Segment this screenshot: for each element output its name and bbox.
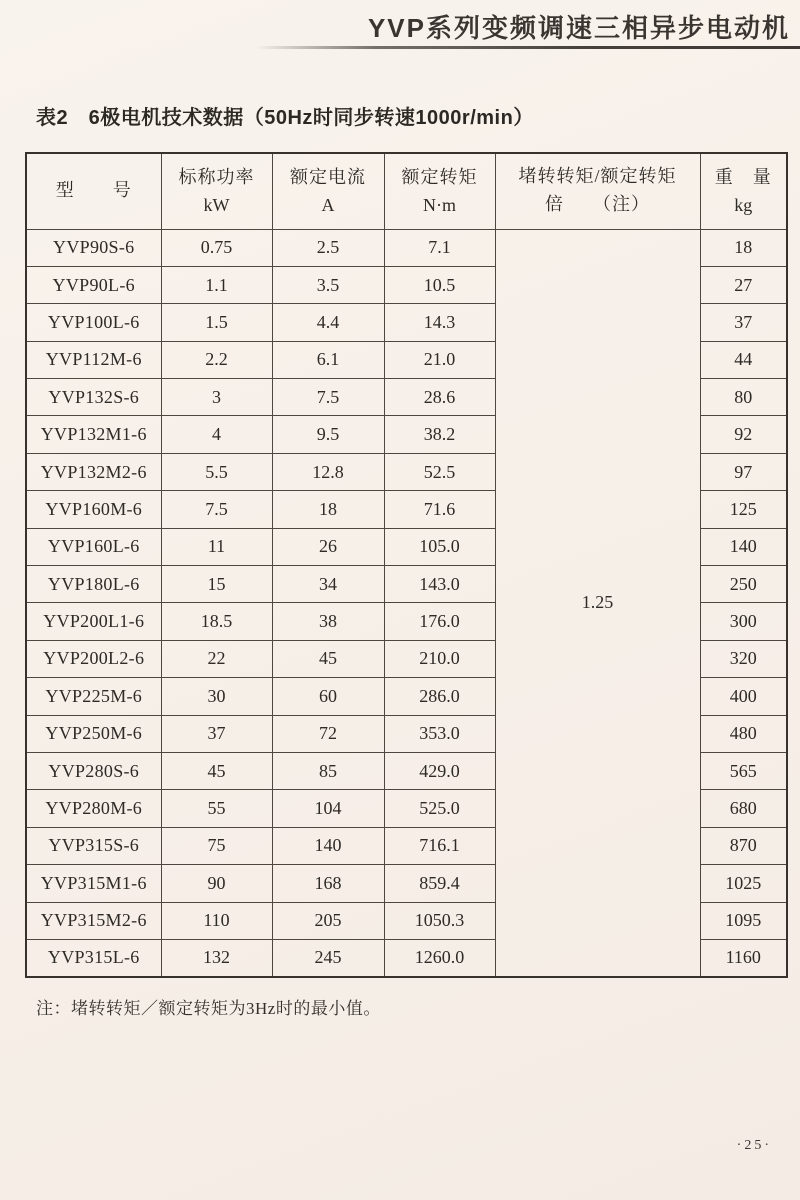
column-header-model [26,153,161,229]
cell-torque-nm: 10.5 [384,266,495,303]
column-header-weight-label: 重 量 [714,167,772,188]
cell-weight-kg: 1095 [700,902,787,939]
cell-model: YVP200L1-6 [26,603,161,640]
cell-torque-nm: 429.0 [384,752,495,789]
cell-current-a: 34 [272,566,384,603]
cell-current-a: 2.5 [272,229,384,266]
cell-current-a: 4.4 [272,304,384,341]
cell-power-kw: 3 [161,379,272,416]
cell-weight-kg: 400 [700,678,787,715]
cell-weight-kg: 37 [700,304,787,341]
cell-weight-kg: 480 [700,715,787,752]
cell-current-a: 18 [272,491,384,528]
cell-weight-kg: 18 [700,229,787,266]
cell-torque-nm: 21.0 [384,341,495,378]
cell-model: YVP315L-6 [26,939,161,976]
cell-weight-kg: 870 [700,827,787,864]
cell-weight-kg: 92 [700,416,787,453]
cell-power-kw: 5.5 [161,453,272,490]
column-header-torque-unit: N·m [423,195,456,216]
cell-torque-nm: 38.2 [384,416,495,453]
column-header-power-unit: kW [203,195,230,216]
column-header-model-label: 型 号 [55,180,132,201]
ratio-merged-cell: 1.25 [495,229,700,977]
cell-model: YVP250M-6 [26,715,161,752]
column-header-current-label: 额定电流 [290,167,366,188]
cell-weight-kg: 1160 [700,939,787,976]
cell-power-kw: 55 [161,790,272,827]
cell-power-kw: 75 [161,827,272,864]
table-body [26,229,787,977]
cell-torque-nm: 1260.0 [384,939,495,976]
cell-model: YVP160L-6 [26,528,161,565]
cell-torque-nm: 7.1 [384,229,495,266]
cell-current-a: 12.8 [272,453,384,490]
cell-weight-kg: 250 [700,566,787,603]
cell-weight-kg: 44 [700,341,787,378]
cell-current-a: 72 [272,715,384,752]
cell-current-a: 245 [272,939,384,976]
cell-power-kw: 1.1 [161,266,272,303]
cell-power-kw: 110 [161,902,272,939]
header-rule-divider [255,46,800,49]
column-header-ratio-label: 堵转转矩/额定转矩 [518,166,677,187]
cell-model: YVP112M-6 [26,341,161,378]
cell-torque-nm: 105.0 [384,528,495,565]
cell-torque-nm: 525.0 [384,790,495,827]
cell-model: YVP280S-6 [26,752,161,789]
cell-weight-kg: 140 [700,528,787,565]
column-header-weight-unit: kg [734,195,753,216]
page-number: ·25· [736,1138,772,1153]
cell-torque-nm: 52.5 [384,453,495,490]
cell-weight-kg: 565 [700,752,787,789]
cell-model: YVP100L-6 [26,304,161,341]
cell-torque-nm: 210.0 [384,640,495,677]
column-header-power [161,153,272,229]
column-header-current [272,153,384,229]
cell-torque-nm: 176.0 [384,603,495,640]
table-row [26,229,787,266]
cell-model: YVP315M1-6 [26,865,161,902]
cell-current-a: 26 [272,528,384,565]
cell-current-a: 140 [272,827,384,864]
cell-torque-nm: 859.4 [384,865,495,902]
cell-weight-kg: 27 [700,266,787,303]
cell-current-a: 3.5 [272,266,384,303]
cell-power-kw: 37 [161,715,272,752]
cell-power-kw: 4 [161,416,272,453]
cell-weight-kg: 300 [700,603,787,640]
motor-spec-table [25,152,788,978]
cell-power-kw: 7.5 [161,491,272,528]
cell-model: YVP160M-6 [26,491,161,528]
cell-model: YVP315S-6 [26,827,161,864]
cell-weight-kg: 80 [700,379,787,416]
column-header-ratio-unit: 倍 （注） [545,194,650,215]
table-header-row [26,153,787,229]
cell-model: YVP90L-6 [26,266,161,303]
cell-power-kw: 30 [161,678,272,715]
cell-current-a: 6.1 [272,341,384,378]
cell-current-a: 60 [272,678,384,715]
cell-current-a: 38 [272,603,384,640]
cell-torque-nm: 716.1 [384,827,495,864]
column-header-power-label: 标称功率 [178,167,255,188]
cell-model: YVP90S-6 [26,229,161,266]
cell-current-a: 7.5 [272,379,384,416]
cell-model: YVP132M2-6 [26,453,161,490]
cell-current-a: 205 [272,902,384,939]
cell-weight-kg: 680 [700,790,787,827]
cell-torque-nm: 14.3 [384,304,495,341]
cell-power-kw: 15 [161,566,272,603]
page-header-title: YVP系列变频调速三相异步电动机 [367,13,790,43]
column-header-ratio [495,153,700,229]
cell-torque-nm: 71.6 [384,491,495,528]
cell-current-a: 168 [272,865,384,902]
cell-torque-nm: 353.0 [384,715,495,752]
cell-torque-nm: 286.0 [384,678,495,715]
cell-model: YVP315M2-6 [26,902,161,939]
cell-power-kw: 11 [161,528,272,565]
cell-model: YVP280M-6 [26,790,161,827]
table-caption: 表2 6极电机技术数据（50Hz时同步转速1000r/min） [36,107,534,129]
cell-current-a: 104 [272,790,384,827]
cell-power-kw: 18.5 [161,603,272,640]
cell-torque-nm: 143.0 [384,566,495,603]
cell-model: YVP200L2-6 [26,640,161,677]
column-header-torque [384,153,495,229]
cell-model: YVP225M-6 [26,678,161,715]
cell-current-a: 9.5 [272,416,384,453]
cell-model: YVP132M1-6 [26,416,161,453]
cell-current-a: 85 [272,752,384,789]
table-header [26,153,787,229]
cell-power-kw: 1.5 [161,304,272,341]
cell-power-kw: 132 [161,939,272,976]
cell-weight-kg: 125 [700,491,787,528]
column-header-weight [700,153,787,229]
cell-power-kw: 90 [161,865,272,902]
cell-power-kw: 2.2 [161,341,272,378]
column-header-torque-label: 额定转矩 [401,167,478,188]
cell-weight-kg: 320 [700,640,787,677]
cell-model: YVP132S-6 [26,379,161,416]
table-footnote: 注：堵转转矩／额定转矩为3Hz时的最小值。 [36,999,381,1018]
cell-power-kw: 0.75 [161,229,272,266]
cell-power-kw: 22 [161,640,272,677]
cell-current-a: 45 [272,640,384,677]
cell-power-kw: 45 [161,752,272,789]
cell-model: YVP180L-6 [26,566,161,603]
cell-torque-nm: 1050.3 [384,902,495,939]
cell-weight-kg: 1025 [700,865,787,902]
column-header-current-unit: A [321,195,335,216]
cell-torque-nm: 28.6 [384,379,495,416]
cell-weight-kg: 97 [700,453,787,490]
